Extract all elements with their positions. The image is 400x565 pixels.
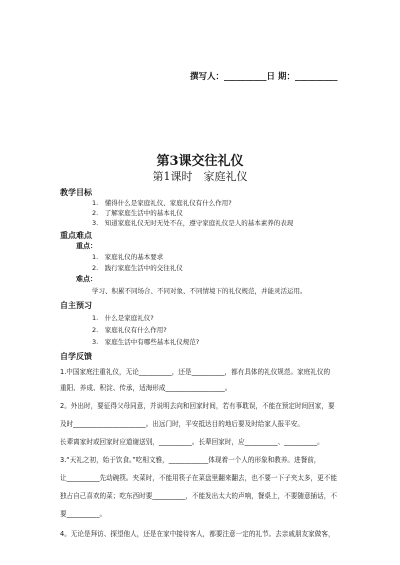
goal-item: 1. 懂得什么是家庭礼仪、家庭礼仪有什么作用? xyxy=(92,199,232,207)
feedback-line: 独占自己喜欢的菜；吃东西时要__________，不能发出太大的声响，餐桌上，不要随意插话，不 xyxy=(60,492,337,500)
feedback-line: 2。外出时，要征得父母同意，并说明去向和回家时间，若有事耽误，不能在预定时间回家，要 xyxy=(60,402,335,410)
feedback-line: 及时______________________。出远门时，平安抵达目的地后要及时给家人报平安。 xyxy=(60,420,304,428)
lesson-title: 第3课交往礼仪 xyxy=(156,154,244,169)
goal-item: 3. 知道家庭礼仪无时无处不在，遵守家庭礼仪是人的基本素养的表现 xyxy=(92,219,294,227)
feedback-line: 1.中国家庭注重礼仪，无论__________，还是__________，都有具体的礼仪规范。家庭礼仪的 xyxy=(60,368,331,376)
author-date-line: 撰写人：__________日 期：__________ xyxy=(190,72,338,82)
lesson-subtitle: 第1课时 家庭礼仪 xyxy=(152,170,248,183)
difficult-text: 学习、积累不同场合、不同对象、不同情境下的礼仪规范，并能灵活运用。 xyxy=(92,287,307,295)
feedback-heading: 自学反馈 xyxy=(60,352,92,361)
preview-item: 1. 什么是家庭礼仪? xyxy=(92,314,154,322)
feedback-line: 要__________。 xyxy=(60,510,107,518)
preview-item: 3. 家庭生活中有哪些基本礼仪规范? xyxy=(92,338,200,346)
focus-item: 1. 家庭礼仪的基本要求 xyxy=(92,253,164,261)
feedback-line: 让__________先动碗筷。夹菜时，不能用筷子在菜盘里翻来翻去，也不要一下子夹太多，更不能 xyxy=(60,474,337,482)
feedback-line: 长辈离家时或回家时应道谢送别，__________。长辈回家时，应__________、__________。 xyxy=(60,438,324,446)
feedback-line: 重阳、养成、积淀、传承，适海形成__________________。 xyxy=(60,384,232,392)
preview-item: 2. 家庭礼仪有什么作用? xyxy=(92,326,167,334)
focus-label: 重点： xyxy=(76,242,97,250)
feedback-line: 3.“天礼之初，始于饮食。”吃相文雅，____________体现着一个人的形象和教养。进餐前， xyxy=(60,456,321,464)
feedback-line: 4。无论是拜访、探望他人，还是在家中接待客人，都要注意一定的礼节。去亲戚朋友家做客， xyxy=(60,530,335,538)
focus-item: 2. 践行家庭生活中的交往礼仪 xyxy=(92,264,183,272)
goals-heading: 教学目标 xyxy=(60,188,92,197)
difficult-label: 难点： xyxy=(76,275,97,283)
goal-item: 2. 了解家庭生活中的基本礼仪 xyxy=(92,209,183,217)
preview-heading: 自主预习 xyxy=(60,301,92,310)
key-points-heading: 重点难点 xyxy=(60,231,92,240)
